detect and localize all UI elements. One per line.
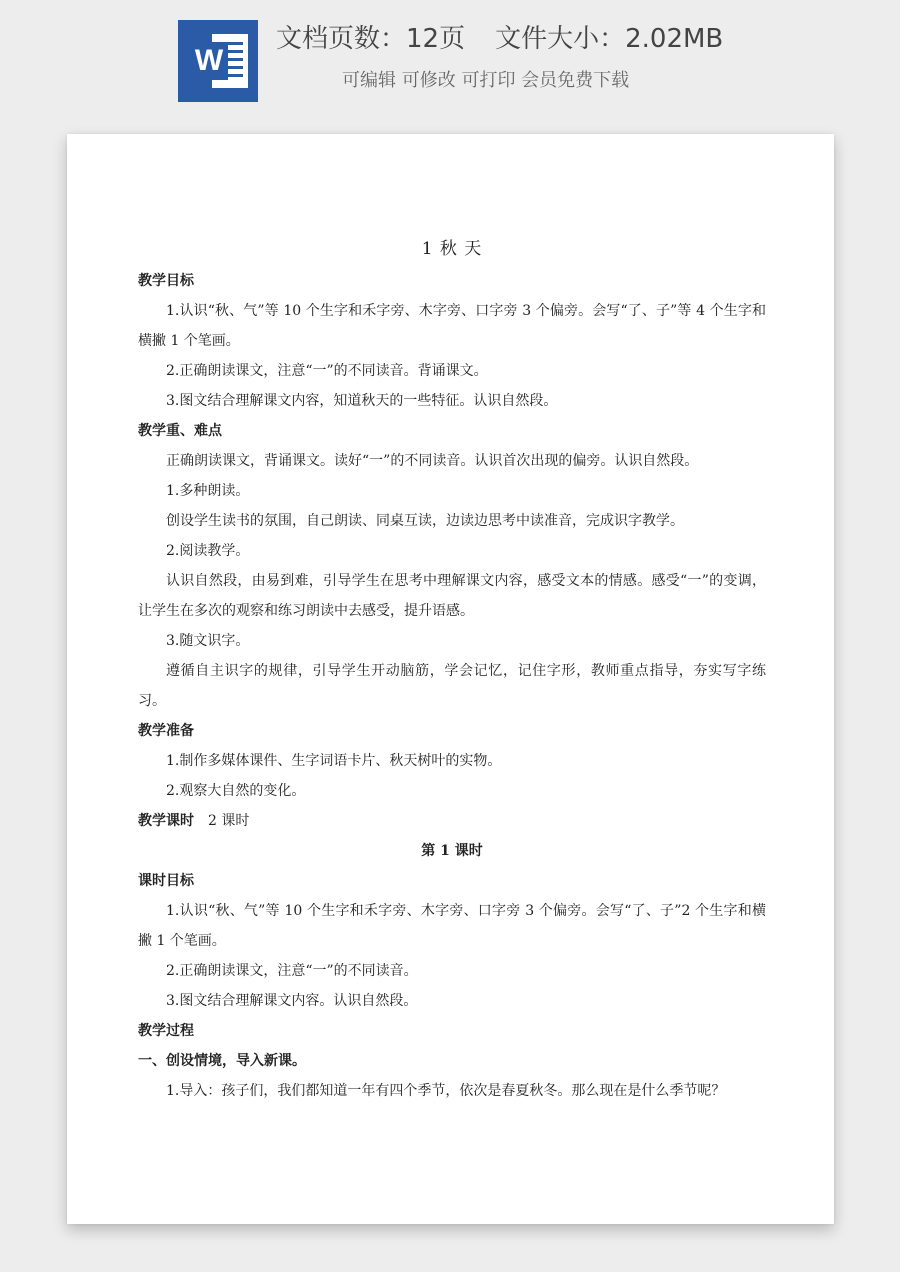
paragraph: 1.导入：孩子们，我们都知道一年有四个季节，依次是春夏秋冬。那么现在是什么季节呢？ (166, 1083, 726, 1099)
word-document-icon (178, 20, 258, 102)
paragraph: 1.认识“秋、气”等 10 个生字和禾字旁、木字旁、口字旁 3 个偏旁。会写“了、子”2 个生字和横撇 1 个笔画。 (138, 903, 766, 949)
paragraph: 创设学生读书的氛围，自己朗读、同桌互读，边读边思考中读准音，完成识字教学。 (166, 513, 684, 529)
file-size: 文件大小：2.02MB (495, 24, 724, 54)
word-letter: W (190, 42, 228, 80)
file-info-title (276, 18, 723, 55)
section-heading: 教学准备 (138, 723, 194, 739)
document-content (138, 234, 766, 1106)
page-count: 文档页数：12页 (276, 24, 466, 54)
paragraph: 正确朗读课文，背诵课文。读好“一”的不同读音。认识首次出现的偏旁。认识自然段。 (166, 453, 699, 469)
paragraph: 2.阅读教学。 (166, 543, 250, 559)
document-title: 1 秋 天 (421, 239, 483, 259)
paragraph: 1.多种朗读。 (166, 483, 250, 499)
section-heading: 教学重、难点 (138, 423, 222, 439)
paragraph: 3.图文结合理解课文内容，知道秋天的一些特征。认识自然段。 (166, 393, 558, 409)
section-heading: 教学课时 (138, 813, 194, 829)
class-hours-line (138, 806, 766, 836)
paragraph: 1.认识“秋、气”等 10 个生字和禾字旁、木字旁、口字旁 3 个偏旁。会写“了、子”等 4 个生字和横撇 1 个笔画。 (138, 303, 766, 349)
paragraph: 遵循自主识字的规律，引导学生开动脑筋，学会记忆，记住字形，教师重点指导，夯实写字练习。 (138, 663, 766, 709)
class-hours-value: 2 课时 (208, 813, 250, 829)
section-heading: 一、创设情境，导入新课。 (138, 1053, 306, 1069)
paragraph: 2.正确朗读课文，注意“一”的不同读音。背诵课文。 (166, 363, 488, 379)
download-header (0, 0, 900, 120)
section-heading: 课时目标 (138, 873, 194, 889)
section-heading: 教学目标 (138, 273, 194, 289)
paragraph: 2.正确朗读课文，注意“一”的不同读音。 (166, 963, 418, 979)
document-page (67, 134, 834, 1224)
paragraph: 3.图文结合理解课文内容。认识自然段。 (166, 993, 418, 1009)
paragraph: 1.制作多媒体课件、生字词语卡片、秋天树叶的实物。 (166, 753, 502, 769)
file-features: 可编辑 可修改 可打印 会员免费下载 (342, 70, 630, 91)
section-heading: 教学过程 (138, 1023, 194, 1039)
paragraph: 认识自然段，由易到难，引导学生在思考中理解课文内容，感受文本的情感。感受“一”的变调，让学生在多次的观察和练习朗读中去感受，提升语感。 (138, 573, 766, 619)
lesson-heading: 第 1 课时 (421, 843, 483, 859)
paragraph: 3.随文识字。 (166, 633, 250, 649)
paragraph: 2.观察大自然的变化。 (166, 783, 306, 799)
